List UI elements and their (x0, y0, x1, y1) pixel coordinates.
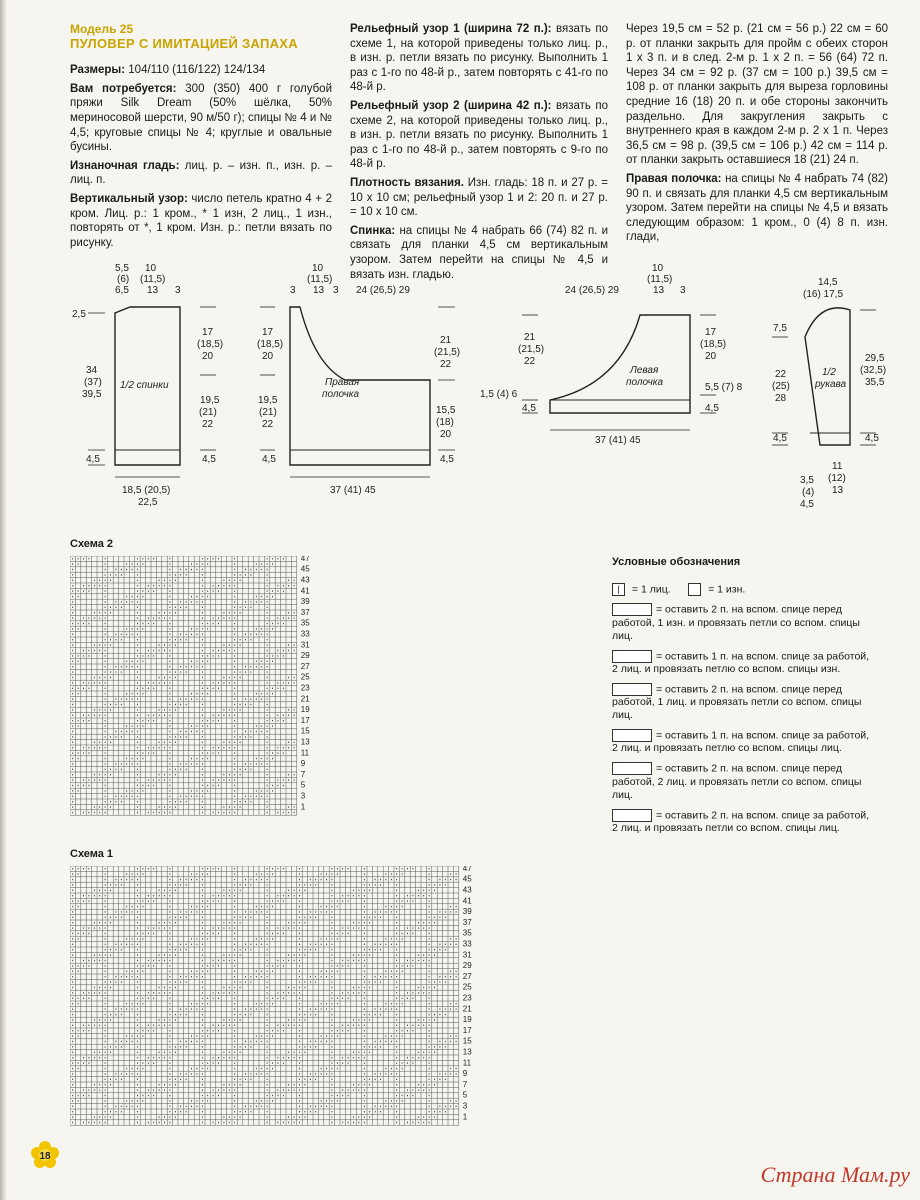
materials-text: 300 (350) 400 г голубой пряжи Silk Dream (50% шёлка, 50% мериносовой шерсти, 90 м/50 г); спицы № 4 и № 4,5; круговые спицы № 4; круглые и овальные бусины. (70, 82, 332, 154)
sleeve-dim-b5: (12) (828, 473, 846, 484)
legend-c5-text: = оставить 2 п. на вспом. спице перед работой, 2 лиц. и провязать петли со вспом. спицы лиц. (612, 762, 862, 801)
purl-stitch-paragraph (70, 159, 332, 188)
row-number: 37 (462, 917, 472, 927)
materials-label: Вам потребуется: (70, 82, 177, 95)
row-number: 7 (462, 1079, 468, 1089)
row-number: 21 (300, 694, 310, 704)
row-number: 33 (300, 629, 310, 639)
cable-symbol-1-icon (612, 603, 652, 616)
right-dim-l2: (18,5) (257, 339, 284, 350)
cable-symbol-3-icon (612, 683, 652, 696)
sleeve-dim-l2: 22 (775, 369, 787, 380)
legend-row-c2 (612, 650, 872, 676)
right-dim-l7: 4,5 (262, 454, 276, 465)
row-number: 19 (300, 705, 310, 715)
watermark-text: Страна Мам.ру (760, 1162, 910, 1187)
relief-pattern-2-text: вязать по схеме 2, на которой приведены только лиц. р., в изн. р. петли вязать по рисунку. Выполнить 1 раз с 1-го по 48-й р., затем повторять с 9-го по 48-й р. (350, 99, 608, 171)
page-number-flower-icon (30, 1140, 60, 1170)
right-front-piece-outline (290, 307, 430, 465)
back-dim-top1: 5,5 (115, 263, 129, 274)
cable-symbol-6-icon (612, 809, 652, 822)
sleeve-dim-t2: (16) 17,5 (803, 289, 844, 300)
legend-row-c1 (612, 603, 872, 642)
right-dim-l1: 17 (262, 327, 274, 338)
vertical-pattern-label: Вертикальный узор: (70, 192, 188, 205)
row-number: 23 (300, 683, 310, 693)
row-number: 33 (462, 939, 472, 949)
row-number: 23 (462, 993, 472, 1003)
row-number: 25 (300, 672, 310, 682)
right-front-label-2: полочка (322, 389, 360, 400)
left-dim-l3: 22 (524, 356, 536, 367)
back-dim-top5: (11,5) (140, 274, 166, 285)
right-dim-r7: 4,5 (440, 454, 454, 465)
legend (612, 556, 872, 842)
row-number: 25 (462, 982, 472, 992)
right-dim-r4: 15,5 (436, 405, 456, 416)
legend-knit-text: = 1 лиц. (631, 583, 671, 596)
sizes-paragraph (70, 63, 332, 78)
right-dim-t6: 24 (26,5) 29 (356, 285, 410, 296)
back-dim-r2: (18,5) (197, 339, 224, 350)
row-number: 43 (462, 885, 472, 895)
knit-symbol-icon: | (612, 583, 625, 596)
sizes-label: Размеры: (70, 64, 126, 77)
legend-c4-text: = оставить 1 п. на вспом. спице за работой, 2 лиц. и провязать петлю со вспом. спицы лиц. (612, 729, 870, 755)
row-number: 15 (300, 726, 310, 736)
left-dim-l1: 21 (524, 332, 536, 343)
row-number: 15 (462, 1036, 472, 1046)
model-title: ПУЛОВЕР С ИМИТАЦИЕЙ ЗАПАХА (70, 35, 298, 51)
relief-pattern-2-label: Рельефный узор 2 (ширина 42 п.): (350, 99, 552, 112)
back-dim-top2: (6) (117, 274, 130, 285)
back-dim-r7: 4,5 (202, 454, 216, 465)
row-number: 13 (300, 737, 310, 747)
left-dim-t3: (11,5) (647, 274, 673, 285)
row-number: 9 (300, 759, 306, 769)
back-dim-r6: 22 (202, 419, 214, 430)
left-dim-t2: 10 (652, 263, 664, 274)
row-number: 35 (300, 618, 310, 628)
back-dim-left1: 2,5 (72, 309, 86, 320)
row-number: 13 (462, 1047, 472, 1057)
row-number: 27 (462, 971, 472, 981)
row-number: 5 (300, 780, 306, 790)
right-front-text: на спицы № 4 набрать 74 (82) 90 п. и связать для планки 4,5 см вертикальным узором. Затем перейти на спицы № 4,5 и вязать следующим образом: 1 кром., 0 (4) 8 п. изн. глади, (626, 172, 888, 244)
relief-pattern-2-paragraph (350, 99, 608, 172)
right-front-label: Правая полочка: (626, 172, 722, 185)
row-number: 1 (462, 1112, 468, 1122)
row-number: 19 (462, 1015, 472, 1025)
row-number: 47 (300, 556, 310, 563)
row-number: 31 (300, 640, 310, 650)
sleeve-dim-b3: 4,5 (800, 499, 814, 510)
row-number: 41 (462, 896, 472, 906)
purl-stitch-label: Изнаночная гладь: (70, 159, 180, 172)
legend-row-c5 (612, 762, 872, 801)
right-dim-t3: (11,5) (307, 274, 333, 285)
back-dim-top3: 6,5 (115, 285, 129, 296)
row-number: 41 (300, 586, 310, 596)
sleeve-dim-t1: 14,5 (818, 277, 838, 288)
legend-title: Условные обозначения (612, 556, 741, 568)
legend-row-c4 (612, 729, 872, 755)
text-column-1 (70, 22, 332, 254)
legend-row-c3 (612, 683, 872, 722)
back-dim-left4: 39,5 (82, 389, 102, 400)
back-dim-top4: 10 (145, 263, 157, 274)
legend-row-c6 (612, 809, 872, 835)
back-label: Спинка: (350, 224, 396, 237)
page-spine-shadow (0, 0, 6, 1200)
sleeve-dim-l4: 28 (775, 393, 787, 404)
schema-1-title: Схема 1 (70, 848, 114, 860)
legend-c3-text: = оставить 2 п. на вспом. спице перед работой, 1 лиц. и провязать петли со вспом. спицы лиц. (612, 683, 862, 722)
left-dim-r5: 4,5 (705, 403, 719, 414)
model-number: Модель 25 (70, 22, 134, 36)
schema-1-grid (70, 866, 880, 1130)
right-dim-t5: 3 (333, 285, 339, 296)
row-number: 43 (300, 575, 310, 585)
right-dim-l4: 19,5 (258, 395, 278, 406)
back-label: 1/2 спинки (120, 380, 169, 391)
relief-pattern-1-paragraph (350, 22, 608, 95)
left-dim-t1: 24 (26,5) 29 (565, 285, 619, 296)
left-front-label-2: полочка (626, 377, 664, 388)
cable-symbol-2-icon (612, 650, 652, 663)
row-number: 9 (462, 1069, 468, 1079)
back-dim-b1: 18,5 (20,5) (122, 485, 171, 496)
left-dim-l5: 4,5 (522, 403, 536, 414)
left-dim-b1: 37 (41) 45 (595, 435, 641, 446)
back-dim-r1: 17 (202, 327, 214, 338)
row-number: 3 (462, 1101, 468, 1111)
left-dim-t4: 13 (653, 285, 665, 296)
sleeve-dim-r1: 29,5 (865, 353, 885, 364)
left-dim-t5: 3 (680, 285, 686, 296)
sleeve-label-1: 1/2 (822, 367, 836, 378)
sizes-text: 104/110 (116/122) 124/134 (125, 64, 266, 77)
legend-c2-text: = оставить 1 п. на вспом. спице за работой, 2 лиц. и провязать петлю со вспом. спицы изн. (612, 649, 870, 675)
row-number: 1 (300, 802, 306, 812)
legend-row-knit-purl (612, 583, 872, 596)
materials-paragraph (70, 82, 332, 155)
right-dim-r2: (21,5) (434, 347, 461, 358)
row-number: 21 (462, 1004, 472, 1014)
back-dim-top6: 13 (147, 285, 159, 296)
row-number: 45 (300, 564, 310, 574)
sleeve-dim-l5: 4,5 (773, 433, 787, 444)
back-continued-paragraph: Через 19,5 см = 52 р. (21 см = 56 р.) 22 см = 60 р. от планки закрыть для пройм с обеих сторон 1 х 3 п. и в след. 2-м р. 1 х 2 п. = 56 (64) 72 п. Через 34 см = 92 р. (37 см = 100 р.) 39,5 см = 108 р. от планки закрыть для выреза горловины средние 16 (18) 20 п. и обе стороны закончить раздельно. Для закругления закрыть с внутреннего края в каждом 2-м р. 2 х 1 п. Через 36,5 см = 98 р. (39,5 см = 106 р.) 42 см = 114 р. от планки закрыть оставшиеся 18 (21) 24 п. (626, 23, 888, 167)
sleeve-label-2: рукава (815, 379, 847, 390)
row-number: 47 (462, 866, 472, 873)
row-number: 11 (300, 748, 310, 758)
back-dim-left5: 4,5 (86, 454, 100, 465)
back-dim-left2: 34 (86, 365, 98, 376)
sleeve-dim-l1: 7,5 (773, 323, 787, 334)
legend-c1-text: = оставить 2 п. на вспом. спице перед работой, 1 изн. и провязать петли со вспом. спицы лиц. (612, 603, 860, 642)
vertical-pattern-text: число петель кратно 4 + 2 кром. Лиц. р.: 1 кром., * 1 изн, 2 лиц., 1 изн., повторять от *, 1 кром. Изн. р.: петли вязать по рисунку. (70, 192, 332, 249)
right-dim-t4: 13 (313, 285, 325, 296)
sleeve-dim-r3: 35,5 (865, 377, 885, 388)
pattern-pieces-diagram (60, 255, 900, 515)
sleeve-dim-b4: 11 (832, 461, 843, 472)
sleeve-dim-b1: 3,5 (800, 475, 814, 486)
right-dim-r6: 20 (440, 429, 452, 440)
right-front-paragraph (626, 172, 888, 245)
left-dim-r1: 17 (705, 327, 717, 338)
sleeve-dim-b6: 13 (832, 485, 844, 496)
left-dim-l2: (21,5) (518, 344, 545, 355)
text-column-2 (350, 22, 608, 286)
row-number: 39 (300, 597, 310, 607)
right-dim-l6: 22 (262, 419, 274, 430)
left-dim-r2: (18,5) (700, 339, 727, 350)
cable-symbol-5-icon (612, 762, 652, 775)
density-label: Плотность вязания. (350, 176, 464, 189)
density-paragraph (350, 176, 608, 220)
back-dim-r5: (21) (199, 407, 217, 418)
legend-purl-text: = 1 изн. (708, 583, 746, 596)
row-number: 37 (300, 607, 310, 617)
vertical-pattern-paragraph (70, 192, 332, 250)
row-number: 11 (462, 1058, 472, 1068)
schema-2-grid (70, 556, 550, 820)
row-number: 39 (462, 907, 472, 917)
right-dim-t2: 10 (312, 263, 324, 274)
row-number: 35 (462, 928, 472, 938)
legend-c6-text: = оставить 2 п. на вспом. спице за работой, 2 лиц. и провязать петли со вспом. спицы лиц. (612, 808, 870, 834)
back-dim-b2: 22,5 (138, 497, 158, 508)
row-number: 5 (462, 1090, 468, 1100)
sleeve-dim-l3: (25) (772, 381, 790, 392)
relief-pattern-1-text: вязать по схеме 1, на которой приведены только лиц. р., в изн. р. петли вязать по рисунку. Выполнить 1 раз с 1-го по 48-й р., затем повторять с 41-го по 48-й р. (350, 23, 608, 94)
row-number: 3 (300, 791, 306, 801)
left-front-piece-outline (550, 315, 690, 413)
text-column-3 (626, 22, 888, 249)
row-number: 29 (462, 961, 472, 971)
right-front-label-1: Правая (325, 377, 360, 388)
row-number: 7 (300, 769, 306, 779)
right-dim-r5: (18) (436, 417, 454, 428)
schema-2-title: Схема 2 (70, 538, 114, 550)
back-dim-top7: 3 (175, 285, 181, 296)
left-dim-r3: 20 (705, 351, 717, 362)
purl-symbol-icon (688, 583, 701, 596)
right-dim-r3: 22 (440, 359, 452, 370)
left-front-label-1: Левая (630, 365, 659, 376)
sleeve-dim-r2: (32,5) (860, 365, 887, 376)
row-number: 31 (462, 950, 472, 960)
left-dim-r4: 5,5 (7) 8 (705, 382, 743, 393)
left-dim-l4: 1,5 (4) 6 (480, 389, 518, 400)
row-number: 17 (462, 1025, 472, 1035)
row-number: 45 (462, 874, 472, 884)
right-dim-b1: 37 (41) 45 (330, 485, 376, 496)
sleeve-dim-r4: 4,5 (865, 433, 879, 444)
back-text: на спицы № 4 набрать 66 (74) 82 п. и связать для планки 4,5 см вертикальным узором. Затем перейти на спицы № 4,5 и вязать изн. гладью. (350, 224, 608, 281)
right-dim-l3: 20 (262, 351, 274, 362)
page-number: 18 (39, 1151, 51, 1162)
row-number: 17 (300, 715, 310, 725)
right-dim-t1: 3 (290, 285, 296, 296)
row-number: 29 (300, 651, 310, 661)
back-dim-left3: (37) (84, 377, 102, 388)
sleeve-dim-b2: (4) (802, 487, 815, 498)
purl-stitch-text: лиц. р. – изн. п., изн. р. – лиц. п. (70, 159, 332, 187)
right-dim-l5: (21) (259, 407, 277, 418)
cable-symbol-4-icon (612, 729, 652, 742)
relief-pattern-1-label: Рельефный узор 1 (ширина 72 п.): (350, 23, 552, 35)
density-text: Изн. гладь: 18 п. и 27 р. = 10 х 10 см; рельефный узор 1 и 2: 20 п. и 27 р. = 10 х 10 см. (350, 176, 608, 219)
back-dim-r4: 19,5 (200, 395, 220, 406)
row-number: 27 (300, 661, 310, 671)
back-dim-r3: 20 (202, 351, 214, 362)
right-dim-r1: 21 (440, 335, 452, 346)
